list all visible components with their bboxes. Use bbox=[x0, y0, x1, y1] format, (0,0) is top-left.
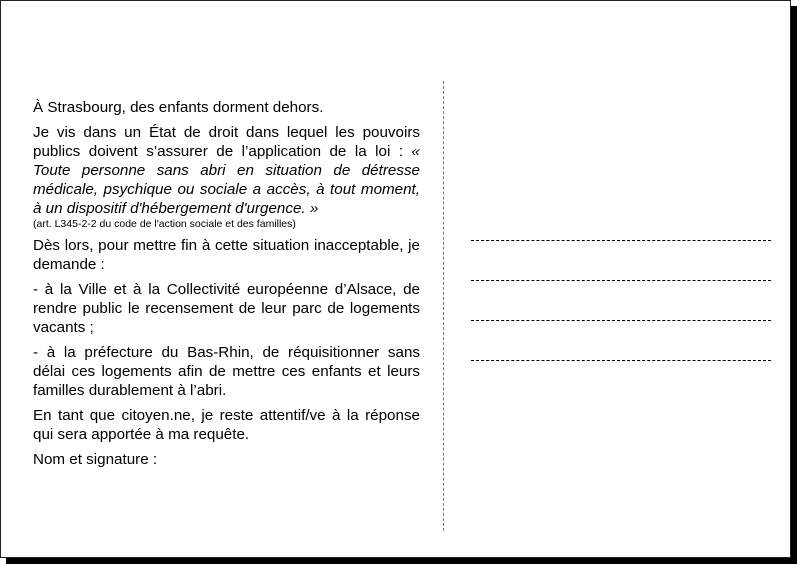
citizen-statement: En tant que citoyen.ne, je reste attentif/ve à la réponse qui sera apportée à ma requête. bbox=[33, 407, 420, 443]
demand-prefecture: - à la préfecture du Bas-Rhin, de réquisitionner sans délai ces logements afin de mettre ces enfants et leurs familles durablement à l’abri. bbox=[33, 344, 420, 399]
demand-city: - à la Ville et à la Collectivité européenne d’Alsace, de rendre public le recensement de leur parc de logements vacants ; bbox=[33, 281, 420, 336]
demand-intro: Dès lors, pour mettre fin à cette situation inacceptable, je demande : bbox=[33, 237, 420, 273]
intro-text: À Strasbourg, des enfants dorment dehors. bbox=[33, 99, 324, 116]
signature-label: Nom et signature : bbox=[33, 451, 158, 468]
law-reference: (art. L345-2-2 du code de l'action sociale et des familles) bbox=[33, 218, 296, 230]
law-paragraph bbox=[33, 123, 420, 230]
address-line-1[interactable] bbox=[471, 240, 771, 241]
message-area bbox=[33, 98, 420, 475]
address-line-3[interactable] bbox=[471, 320, 771, 321]
address-line-2[interactable] bbox=[471, 280, 771, 281]
law-quote: « Toute personne sans abri en situation de détresse médicale, psychique ou sociale a accès, à tout moment, à un dispositif d'hébergement d'urgence. » bbox=[33, 143, 420, 217]
address-line-4[interactable] bbox=[471, 360, 771, 361]
law-intro-text: Je vis dans un État de droit dans lequel les pouvoirs publics doivent s’assurer de l’application de la loi : bbox=[33, 124, 420, 160]
center-divider bbox=[443, 81, 444, 531]
